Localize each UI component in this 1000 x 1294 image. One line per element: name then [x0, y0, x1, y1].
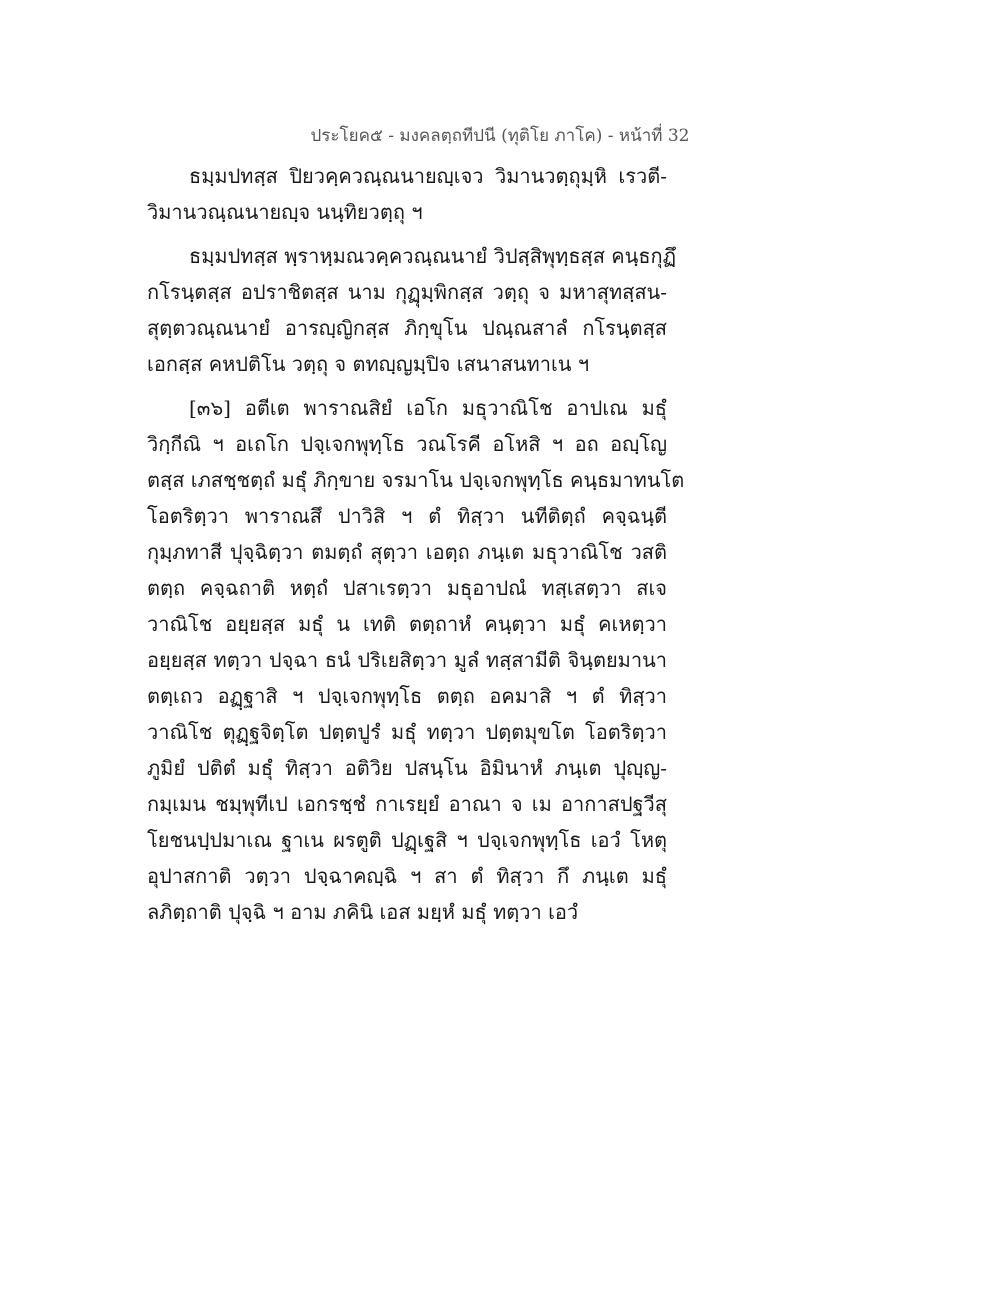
text-line: วิกฺกีณิ ฯ อเถโก ปจฺเจกพุทฺโธ วณโรคี อโหสิ ฯ อถ อญฺโญ	[147, 432, 667, 456]
text-line: กโรนฺตสฺส อปราชิตสฺส นาม กุฏุมฺพิกสฺส วตฺถุ จ มหาสุทสฺสน-	[147, 280, 667, 304]
text-line: เอกสฺส คหปติโน วตฺถุ จ ตทญฺญมฺปิจ เสนาสนทาเน ฯ	[147, 352, 590, 376]
paragraph-2	[147, 238, 677, 382]
text-line: ภูมิยํ ปติตํ มธุํ ทิสฺวา อติวิย ปสนฺโน อิมินาหํ ภนฺเต ปุญฺญ-	[147, 756, 667, 780]
text-line: ตตฺเถว อฏฺฐาสิ ฯ ปจฺเจกพุทฺโธ ตตฺถ อคมาสิ ฯ ตํ ทิสฺวา	[147, 684, 667, 708]
text-line: ลภิตฺถาติ ปุจฺฉิ ฯ อาม ภคินิ เอส มยฺหํ มธุํ ทตฺวา เอวํ	[147, 900, 579, 924]
text-line: ธมฺมปทสฺส พฺราหฺมณวคฺควณฺณนายํ วิปสฺสิพุทฺธสฺส คนฺธกุฏึ	[189, 244, 677, 268]
text-line: กมฺเมน ชมฺพุทีเป เอกรชฺชํ กาเรยฺยํ อาณา จ เม อากาสปฐวีสุ	[147, 792, 667, 816]
body-text	[147, 158, 685, 938]
paragraph-3	[147, 390, 685, 930]
page-header: ประโยค๕ - มงคลตฺถทีปนี (ทุติโย ภาโค) - หน้าที่ 32	[310, 126, 690, 146]
text-line: อยฺยสฺส ทตฺวา ปจฺฉา ธนํ ปริเยสิตฺวา มูลํ ทสฺสามีติ จินฺตยมานา	[147, 648, 667, 672]
text-line: ตตฺถ คจฺฉถาติ หตฺถํ ปสาเรตฺวา มธุอาปณํ ทสฺเสตฺวา สเจ	[147, 576, 667, 600]
text-line: โอตริตฺวา พาราณสึ ปาวิสิ ฯ ตํ ทิสฺวา นทีติตฺถํ คจฺฉนฺตี	[147, 504, 667, 528]
text-line: โยชนปฺปมาเณ ฐาเน ผรตูติ ปฏฺเฐสิ ฯ ปจฺเจกพุทฺโธ เอวํ โหตุ	[147, 828, 667, 852]
text-line: สุตฺตวณฺณนายํ อารญฺญิกสฺส ภิกฺขุโน ปณฺณสาลํ กโรนฺตสฺส	[147, 316, 667, 340]
text-line: กุมฺภทาสี ปุจฺฉิตฺวา ตมตฺถํ สุตฺวา เอตฺถ ภนฺเต มธุวาณิโช วสติ	[147, 540, 667, 564]
text-line: [๓๖] อตีเต พาราณสิยํ เอโก มธุวาณิโช อาปเณ มธุํ	[189, 396, 667, 420]
paragraph-1	[147, 158, 667, 230]
text-line: ธมฺมปทสฺส ปิยวคฺควณฺณนายญฺเจว วิมานวตฺถุมฺหิ เรวตี-	[189, 164, 667, 188]
text-line: วาณิโช ตุฏฺฐจิตฺโต ปตฺตปูรํ มธุํ ทตฺวา ปตฺตมุขโต โอตริตฺวา	[147, 720, 667, 744]
text-line: ตสฺส เภสชฺชตฺถํ มธุํ ภิกฺขาย จรมาโน ปจฺเจกพุทฺโธ คนฺธมาทนโต	[147, 468, 685, 492]
text-line: อุปาสกาติ วตฺวา ปจฺฉาคญฺฉิ ฯ สา ตํ ทิสฺวา กึ ภนฺเต มธุํ	[147, 864, 667, 888]
text-line: วิมานวณฺณนายญฺจ นนฺทิยวตฺถุ ฯ	[147, 200, 423, 224]
text-line: วาณิโช อยฺยสฺส มธุํ น เทติ ตตฺถาหํ คนฺตฺวา มธุํ คเหตฺวา	[147, 612, 667, 636]
